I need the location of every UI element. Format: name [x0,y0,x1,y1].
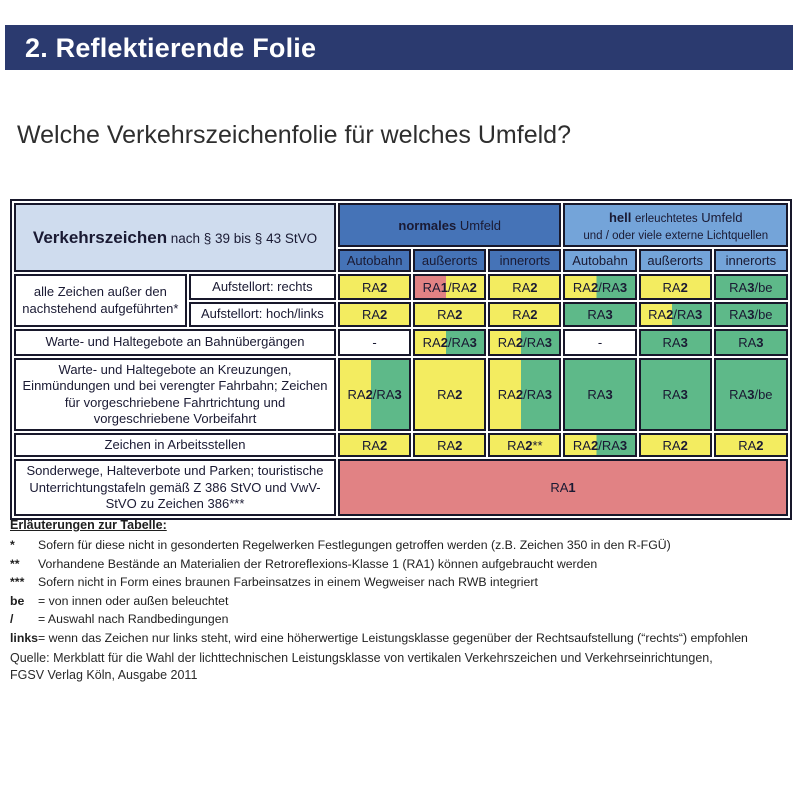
source-line1: Quelle: Merkblatt für die Wahl der lichttechnischen Leistungsklasse von vertikalen Verkehrszeichen und Verkehrseinrichtungen, [10,651,713,665]
cell-value: RA3 [639,358,712,431]
row-sublabel-rechts: Aufstellort: rechts [189,274,336,300]
cell-value: RA3 [563,358,636,431]
cell-value: RA2 [338,302,411,327]
cell-value: RA2/RA3 [488,358,561,431]
subheader-innerorts-normal: innerorts [488,249,561,272]
table-row [14,459,788,516]
slide-header-bar [5,25,793,70]
source-reference [10,650,792,683]
cell-value: RA3 [714,329,788,356]
footnote-marker: ** [10,556,20,571]
cell-value: RA2 [639,274,712,300]
cell-value: - [563,329,636,356]
row-label-bahnuebergaenge: Warte- und Haltegebote an Bahnübergängen [14,329,336,356]
cell-value: - [338,329,411,356]
cell-value: RA2 [639,433,712,457]
footnote-item [10,558,792,571]
footnote-text: Sofern für diese nicht in gesonderten Regelwerken Festlegungen getroffen werden (z.B. Zeichen 350 in den R-FGÜ) [38,538,671,552]
group-hell-small: erleuchtetes [635,213,698,225]
footnote-item [10,595,792,608]
group-normal-bold: normales [398,217,457,233]
footnote-text: Sofern nicht in Form eines braunen Farbeinsatzes in einem Wegweiser nach RWB integriert [38,575,538,589]
row-sublabel-hoch-links: Aufstellort: hoch/links [189,302,336,327]
cell-value: RA2/RA3 [639,302,712,327]
footnote-marker: *** [10,575,25,589]
cell-value: RA2/RA3 [488,329,561,356]
footnote-marker: / [10,612,14,626]
footnote-item [10,613,792,626]
subheader-ausserorts-hell: außerorts [639,249,712,272]
cell-value: RA2/RA3 [563,433,636,457]
footnotes-heading: Erläuterungen zur Tabelle: [10,518,167,532]
corner-header-verkehrszeichen [14,203,336,272]
group-hell-bold: hell [608,210,632,225]
footnote-marker: * [10,538,15,552]
cell-value: RA2 [338,274,411,300]
cell-value: RA2/RA3 [563,274,636,300]
cell-value: RA3/be [714,274,788,300]
table-header-row [14,203,788,247]
cell-value: RA3 [639,329,712,356]
group-hell-line1 [569,207,782,230]
cell-value: RA3/be [714,302,788,327]
subheader-ausserorts-normal: außerorts [413,249,486,272]
row-label-alle-zeichen: alle Zeichen außer den nachstehend aufgeführten* [14,274,187,327]
footnote-item [10,576,792,589]
cell-value: RA2 [714,433,788,457]
column-group-hell-umfeld [563,203,788,247]
cell-value: RA2 [488,274,561,300]
cell-value: RA3 [563,302,636,327]
footnote-text: = wenn das Zeichen nur links steht, wird eine höherwertige Leistungsklasse gegenüber der Rechtsaufstellung (“rechts“) empfohlen [38,630,748,645]
footnote-text: = Auswahl nach Randbedingungen [38,612,229,626]
table-row [14,329,788,356]
corner-header-bold: Verkehrszeichen [32,227,168,247]
page-subtitle: Welche Verkehrszeichenfolie für welches Umfeld? [17,121,571,149]
folie-environment-table [10,199,792,520]
corner-header-rest: nach § 39 bis § 43 StVO [170,230,318,246]
cell-value: RA1/RA2 [413,274,486,300]
source-line2: FGSV Verlag Köln, Ausgabe 2011 [10,667,198,682]
footnote-text: = von innen oder außen beleuchtet [38,593,229,608]
footnote-marker: be [10,593,25,608]
subheader-autobahn-normal: Autobahn [338,249,411,272]
group-normal-rest: Umfeld [459,217,502,233]
cell-value: RA3/be [714,358,788,431]
table-row [14,274,788,300]
table-row [14,433,788,457]
cell-value: RA2/RA3 [413,329,486,356]
cell-value: RA2 [413,433,486,457]
cell-value: RA2 [413,302,486,327]
cell-value: RA2/RA3 [338,358,411,431]
footnote-item [10,539,792,552]
row-label-arbeitsstellen: Zeichen in Arbeitsstellen [14,433,336,457]
column-group-normales-umfeld [338,203,561,247]
cell-value: RA2 [488,302,561,327]
subheader-innerorts-hell: innerorts [714,249,788,272]
cell-value: RA2** [488,433,561,457]
subheader-autobahn-hell: Autobahn [563,249,636,272]
footnote-marker: links [10,630,39,645]
group-hell-subline: und / oder viele externe Lichtquellen [583,230,769,242]
page-title: 2. Reflektierende Folie [25,33,317,63]
row-label-sonderwege: Sonderwege, Halteverbote und Parken; touristische Unterrichtungstafeln gemäß Z 386 StVO und VwV-StVO zu Zeichen 386*** [14,459,336,516]
footnotes-section [10,518,792,650]
footnote-text: Vorhandene Bestände an Materialien der Retroreflexions-Klasse 1 (RA1) können aufgebraucht werden [38,556,598,571]
footnote-item [10,632,792,645]
cell-value: RA2 [338,433,411,457]
group-hell-big: Umfeld [701,210,743,225]
table-row [14,358,788,431]
cell-value: RA2 [413,358,486,431]
row-label-kreuzungen: Warte- und Haltegebote an Kreuzungen, Einmündungen und bei verengter Fahrbahn; Zeichen für vorgeschriebene Fahrtrichtung und vorgeschriebene Vorbeifahrt [14,358,336,431]
cell-value-ra1: RA1 [338,459,788,516]
